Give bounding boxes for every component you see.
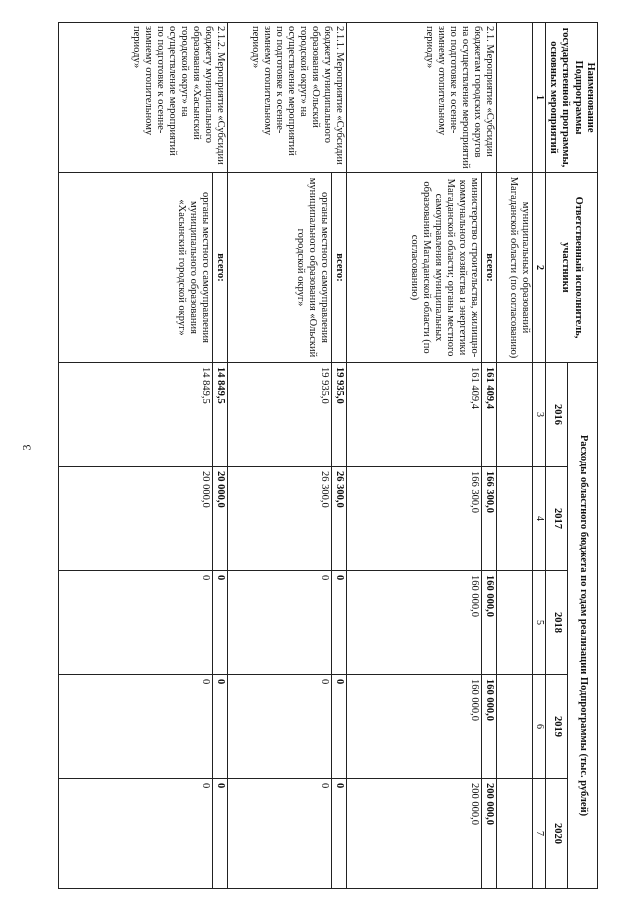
continuation-executor: муниципальных образований Магаданской области (по согласованию) [497, 173, 533, 363]
value: 160 000,0 [347, 675, 482, 779]
value: 19 935,0 [228, 363, 332, 467]
value: 160 000,0 [347, 571, 482, 675]
col-number: 5 [533, 571, 546, 675]
section-name: 2.1.2. Мероприятие «Субсидии бюджету муниципального образования «Хасынский городской округ» на осуществление мероприятий по подготовке к осенне-зимнему отопительному периоду» [59, 23, 228, 173]
value: 161 409,4 [347, 363, 482, 467]
value: 200 000,0 [347, 779, 482, 889]
total-value: 0 [213, 779, 228, 889]
value: 0 [228, 571, 332, 675]
section-name: 2.1.1. Мероприятие «Субсидии бюджету муниципального образования «Ольский городской округ» на осуществление мероприятий по подготовке к осенне-зимнему отопительному периоду» [228, 23, 347, 173]
value: 14 849,5 [59, 363, 213, 467]
col-number: 2 [533, 173, 546, 363]
col-number: 4 [533, 467, 546, 571]
header-year: 2016 [546, 363, 568, 467]
col-number: 6 [533, 675, 546, 779]
total-value: 160 000,0 [482, 675, 497, 779]
value: 166 300,0 [347, 467, 482, 571]
total-value: 160 000,0 [482, 571, 497, 675]
header-year: 2018 [546, 571, 568, 675]
total-value: 0 [332, 779, 347, 889]
header-name: Наименование Подпрограммы государственной программы, основных мероприятий [546, 23, 598, 173]
value: 26 300,0 [228, 467, 332, 571]
header-year: 2020 [546, 779, 568, 889]
total-value: 26 300,0 [332, 467, 347, 571]
value: 20 000,0 [59, 467, 213, 571]
continuation-row [497, 23, 533, 889]
page-number: 3 [19, 444, 34, 451]
section-total-row [213, 23, 228, 889]
total-value: 166 300,0 [482, 467, 497, 571]
total-value: 200 000,0 [482, 779, 497, 889]
value: 0 [228, 675, 332, 779]
col-number: 3 [533, 363, 546, 467]
header-year: 2017 [546, 467, 568, 571]
value: 0 [59, 675, 213, 779]
section-total-row [482, 23, 497, 889]
total-label: всего: [482, 173, 497, 363]
header-year: 2019 [546, 675, 568, 779]
total-value: 0 [332, 571, 347, 675]
value: 0 [59, 779, 213, 889]
budget-table [58, 22, 598, 889]
col-number: 1 [533, 23, 546, 173]
col-number: 7 [533, 779, 546, 889]
executor: органы местного самоуправления муниципального образования «Ольский городской округ» [228, 173, 332, 363]
header-executor: Ответственный исполнитель, участники [546, 173, 598, 363]
total-value: 20 000,0 [213, 467, 228, 571]
total-value: 19 935,0 [332, 363, 347, 467]
value: 0 [59, 571, 213, 675]
section-total-row [332, 23, 347, 889]
executor: министерство строительства, жилищно-коммунального хозяйства и энергетики Магаданской области; органы местного самоуправления муниципальных образований Магаданской области (по согласованию) [347, 173, 482, 363]
total-value: 14 849,5 [213, 363, 228, 467]
executor: органы местного самоуправления муниципального образования «Хасынский городской округ» [59, 173, 213, 363]
total-label: всего: [213, 173, 228, 363]
total-value: 0 [332, 675, 347, 779]
total-label: всего: [332, 173, 347, 363]
section-name: 2.1. Мероприятие «Субсидии бюджетам городских округов на осуществление мероприятий по подготовке к осенне-зимнему отопительному периоду» [347, 23, 497, 173]
continuation-name [497, 23, 533, 173]
total-value: 0 [213, 571, 228, 675]
value: 0 [228, 779, 332, 889]
total-value: 0 [213, 675, 228, 779]
header-spend: Расходы областного бюджета по годам реализации Подпрограммы (тыс. рублей) [568, 363, 598, 889]
rotated-table-container [58, 22, 598, 888]
total-value: 161 409,4 [482, 363, 497, 467]
